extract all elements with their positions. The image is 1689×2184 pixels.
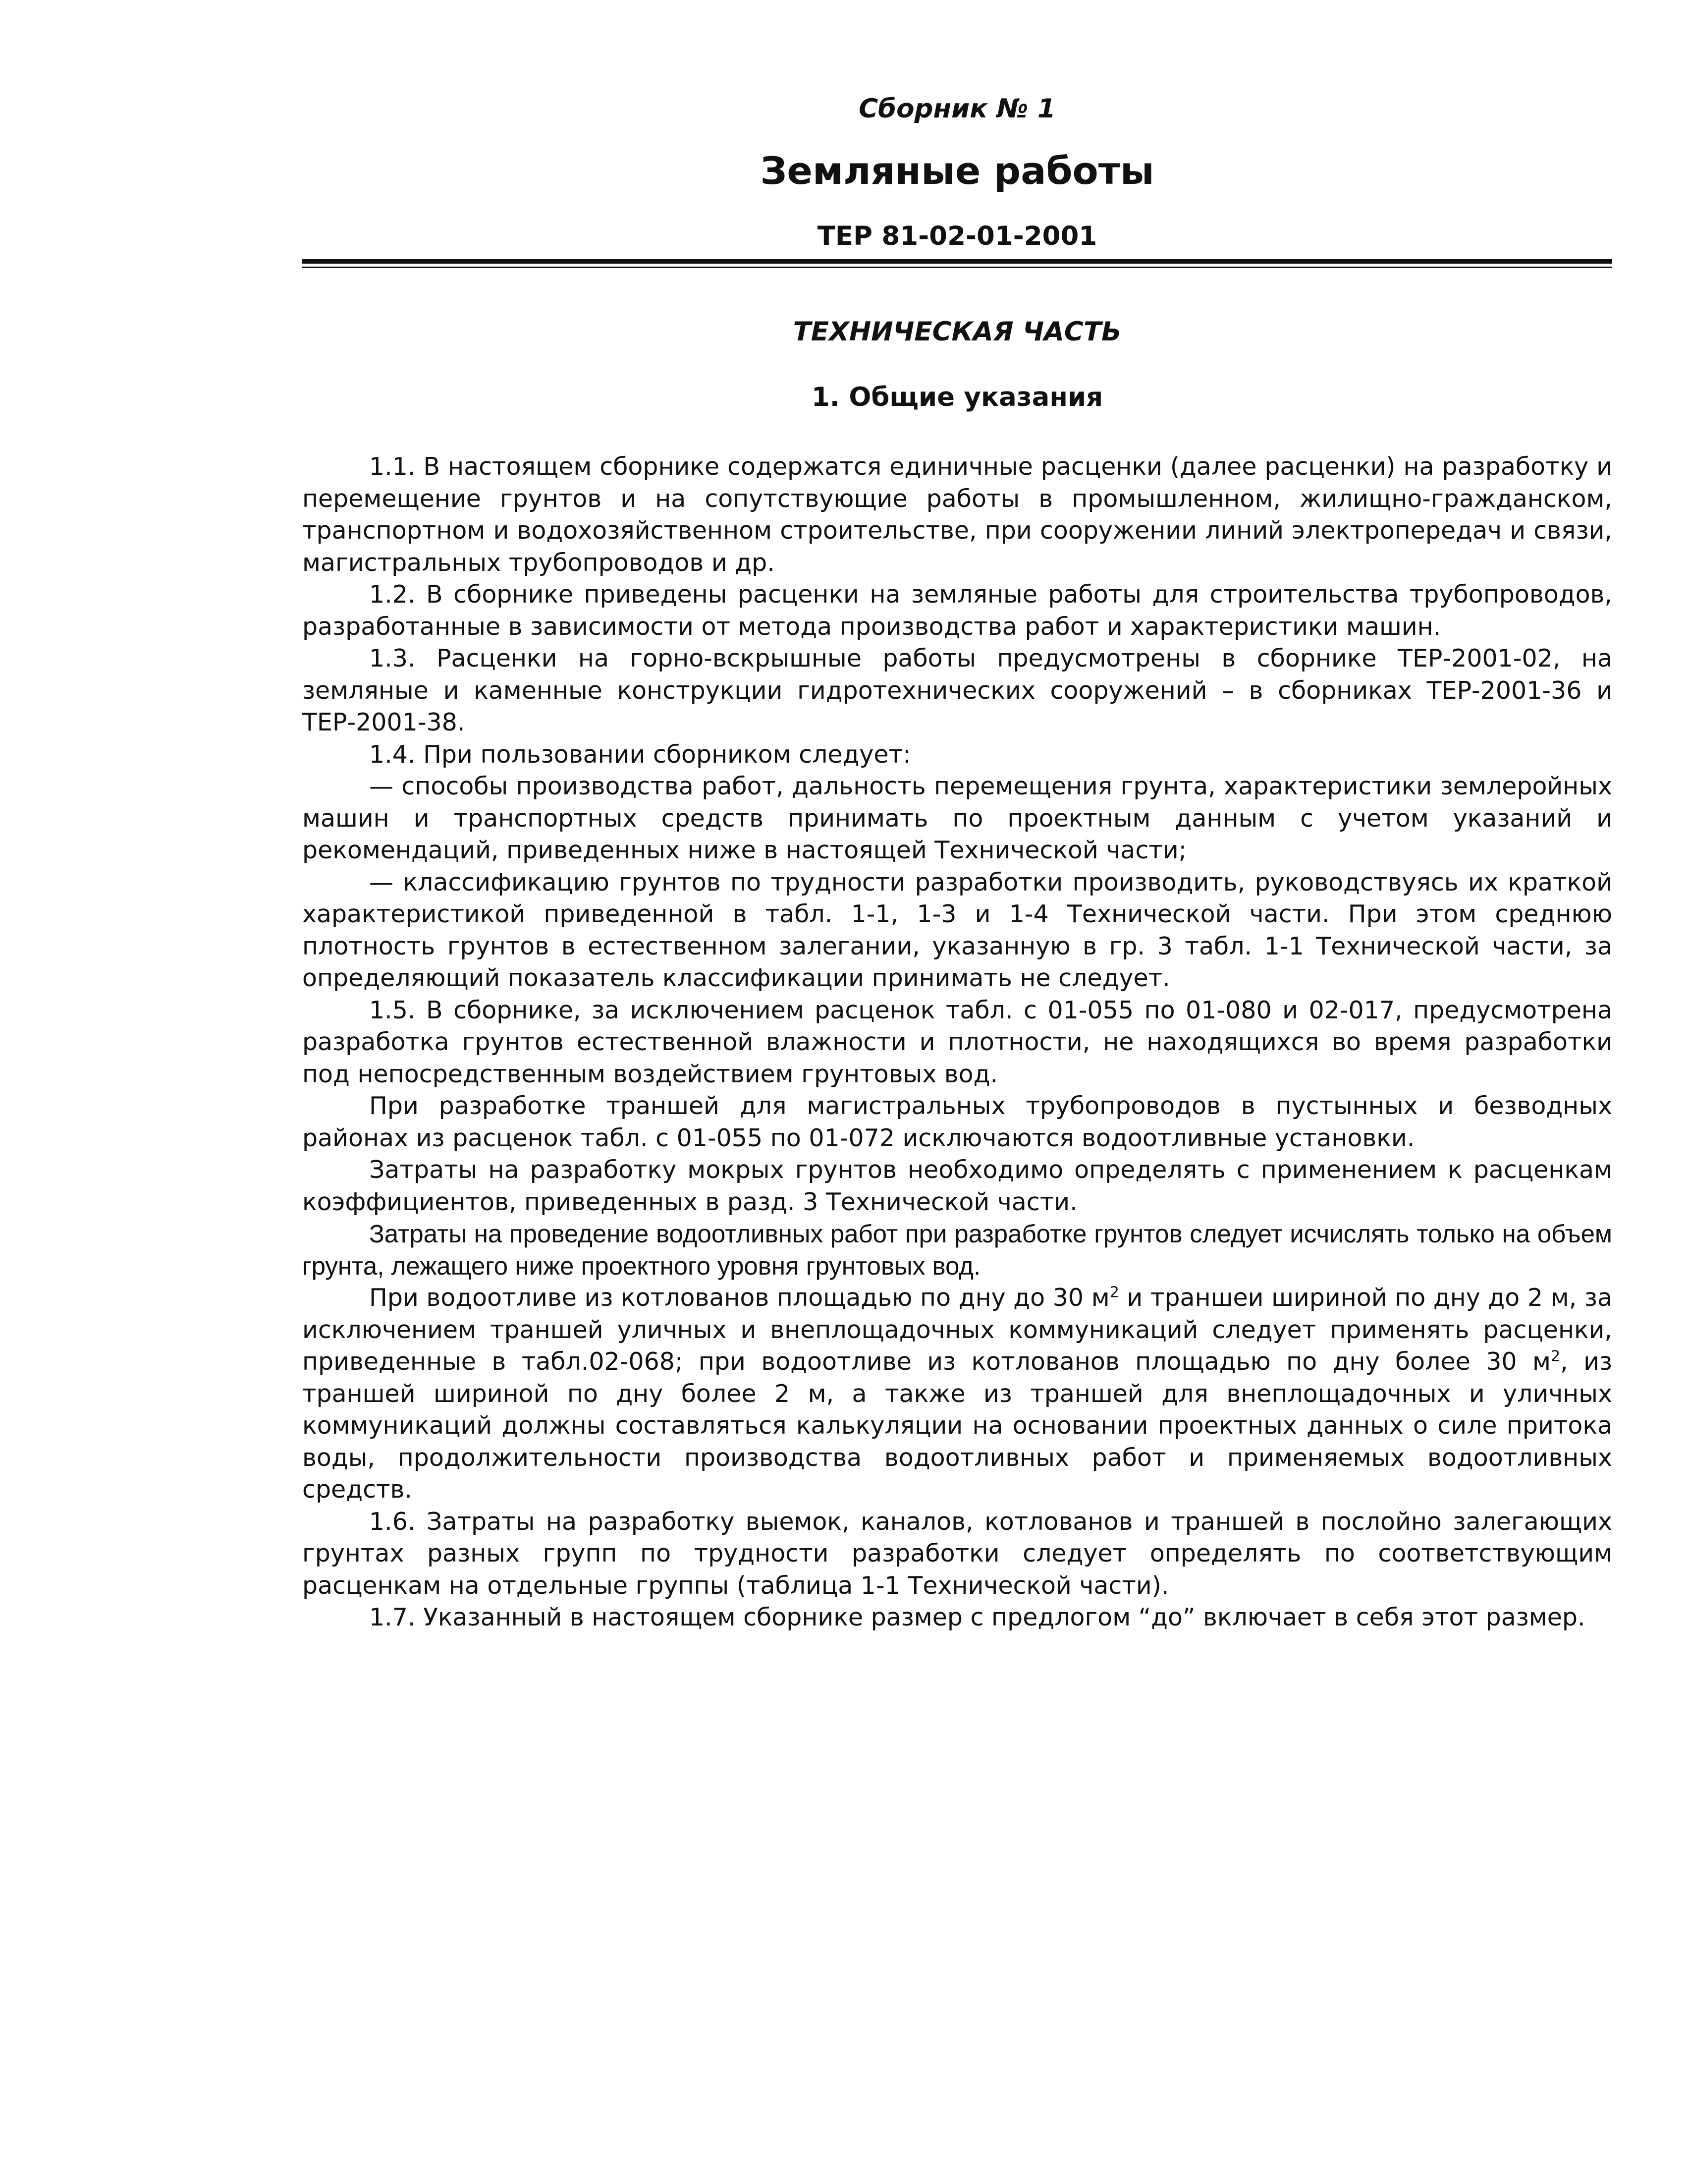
collection-number: Сборник № 1 bbox=[859, 94, 1056, 124]
paragraph-1-5-dewatering: Затраты на проведение водоотливных работ при разработке грунтов следует исчислять только на объем грунта, лежащего ниже проектного уровня грунтовых вод. bbox=[302, 1220, 1612, 1280]
paragraph-1-7: 1.7. Указанный в настоящем сборнике размер с предлогом “до” включает в себя этот размер. bbox=[369, 1603, 1585, 1631]
paragraph-1-2: 1.2. В сборнике приведены расценки на земляные работы для строительства трубопроводов, разработанные в зависимости от метода производства работ и характеристики машин. bbox=[302, 580, 1612, 641]
pits-text-c: , из траншей шириной по дну более 2 м, а также из траншей для внеплощадочных и уличных коммуникаций должны составляться калькуляции на основании проектных данных о силе притока воды, продолжительности производства водоотливных работ и применяемых водоотливных средств. bbox=[302, 1347, 1612, 1504]
paragraph-1-5-wet-soils: Затраты на разработку мокрых грунтов необходимо определять с применением к расценкам коэффициентов, приведенных в разд. 3 Технической части. bbox=[302, 1156, 1612, 1216]
subsection-title: 1. Общие указания bbox=[811, 382, 1103, 412]
body-text bbox=[302, 451, 1612, 1634]
header-divider-thick bbox=[302, 259, 1612, 264]
superscript-2: 2 bbox=[1109, 1284, 1119, 1301]
document-header bbox=[302, 89, 1612, 254]
paragraph-1-5: 1.5. В сборнике, за исключением расценок табл. с 01-055 по 01-080 и 02-017, предусмотрена разработка грунтов естественной влажности и плотности, не находящихся во время разработки под непосредственным воздействием грунтовых вод. bbox=[302, 996, 1612, 1088]
superscript-2: 2 bbox=[1550, 1347, 1561, 1365]
paragraph-1-5-trenches: При разработке траншей для магистральных трубопроводов в пустынных и безводных районах из расценок табл. с 01-055 по 01-072 исключаются водоотливные установки. bbox=[302, 1092, 1612, 1152]
paragraph-1-4-item-1: — способы производства работ, дальность перемещения грунта, характеристики землеройных машин и транспортных средств принимать по проектным данным с учетом указаний и рекомендаций, приведенных ниже в настоящей Технической части; bbox=[302, 772, 1612, 864]
paragraph-1-4-item-2: — классификацию грунтов по трудности разработки производить, руководствуясь их краткой характеристикой приведенной в табл. 1-1, 1-3 и 1-4 Технической части. При этом среднюю плотность грунтов в естественном залегании, указанную в гр. 3 табл. 1-1 Технической части, за определяющий показатель классификации принимать не следует. bbox=[302, 868, 1612, 992]
paragraph-1-4: 1.4. При пользовании сборником следует: bbox=[369, 740, 911, 769]
paragraph-1-6: 1.6. Затраты на разработку выемок, каналов, котлованов и траншей в послойно залегающих грунтах разных групп по трудности разработки следует определять по соответствующим расценкам на отдельные группы (таблица 1-1 Технической части). bbox=[302, 1507, 1612, 1600]
document-code: ТЕР 81-02-01-2001 bbox=[817, 221, 1097, 251]
document-title: Земляные работы bbox=[760, 149, 1154, 193]
pits-text-a: При водоотливе из котлованов площадью по дну до 30 м bbox=[369, 1284, 1110, 1312]
pits-text-b: и траншеи шириной по дну до 2 м, за исключением траншей уличных и внеплощадочных коммуникаций следует применять расценки, приведенные в табл.02-068; при водоотливе из котлованов площадью по дну более 30 м bbox=[302, 1284, 1612, 1376]
section-heading bbox=[302, 312, 1612, 417]
paragraph-1-5-pits bbox=[302, 1282, 1612, 1506]
header-divider-thin bbox=[302, 267, 1612, 268]
paragraph-1-3: 1.3. Расценки на горно-вскрышные работы предусмотрены в сборнике ТЕР-2001-02, на земляные и каменные конструкции гидротехнических сооружений – в сборниках ТЕР-2001-36 и ТЕР-2001-38. bbox=[302, 644, 1612, 736]
section-title: ТЕХНИЧЕСКАЯ ЧАСТЬ bbox=[793, 317, 1122, 347]
paragraph-1-1: 1.1. В настоящем сборнике содержатся единичные расценки (далее расценки) на разработку и перемещение грунтов и на сопутствующие работы в промышленном, жилищно-гражданском, транспортном и водохозяйственном строительстве, при сооружении линий электропередач и связи, магистральных трубопроводов и др. bbox=[302, 452, 1612, 577]
